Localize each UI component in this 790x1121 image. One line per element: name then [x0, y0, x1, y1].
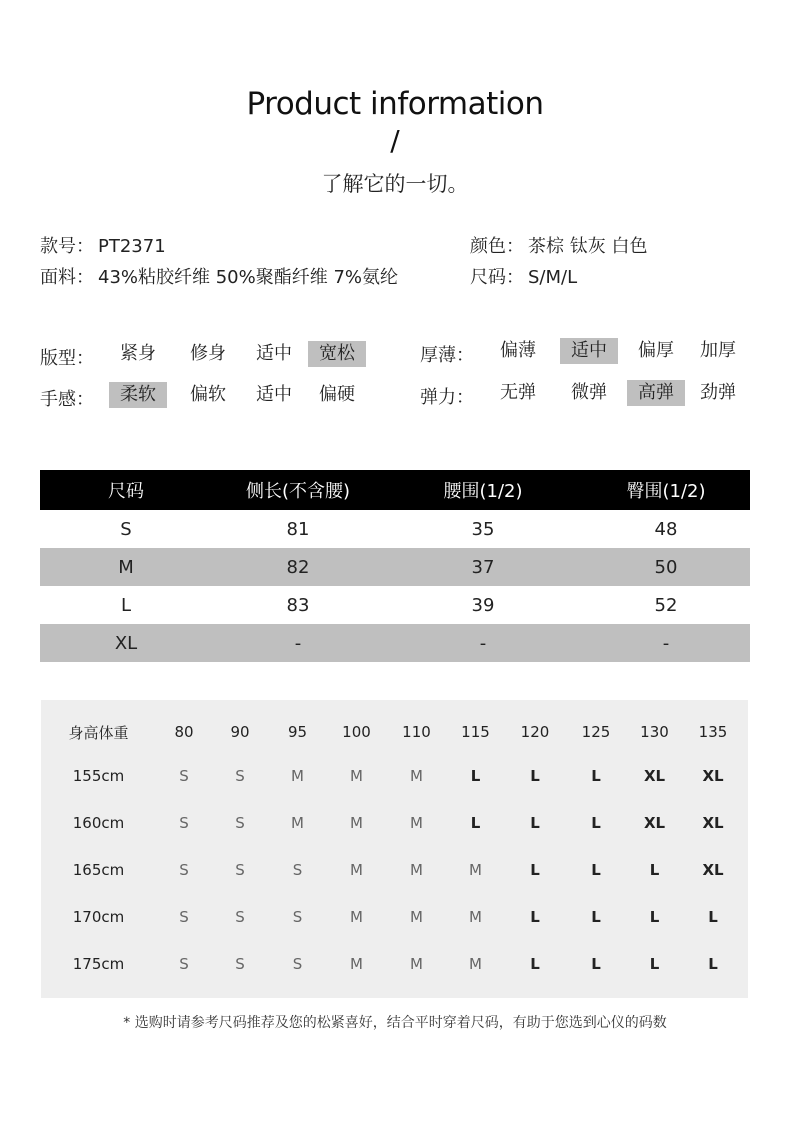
recommended-size-cell: S [292, 860, 303, 879]
column-header: 腰围(1/2) [384, 470, 582, 510]
weight-header: 100 [342, 723, 371, 741]
fit-label: 版型： [40, 348, 94, 369]
recommended-size-cell: L [530, 907, 540, 926]
table-row [41, 940, 743, 987]
height-label: 165cm [72, 860, 125, 879]
weight-header-row [41, 712, 743, 752]
elasticity-option: 高弹 [627, 380, 685, 406]
size-range [470, 263, 577, 289]
style-number [40, 232, 166, 258]
height-label: 155cm [72, 766, 125, 785]
recommended-size-cell: M [410, 766, 423, 785]
thickness-option: 适中 [560, 338, 618, 364]
recommended-size-cell: L [530, 954, 540, 973]
recommended-size-cell: S [179, 766, 189, 785]
weight-header: 90 [230, 723, 250, 741]
recommended-size-cell: S [235, 813, 245, 832]
table-cell: - [582, 624, 750, 662]
table-cell: M [40, 548, 212, 586]
recommended-size-cell: S [235, 766, 245, 785]
recommended-size-cell: L [591, 813, 601, 832]
recommended-size-cell: M [291, 813, 304, 832]
thickness-option: 加厚 [700, 340, 736, 361]
table-cell: 48 [654, 518, 678, 540]
recommended-size-cell: S [235, 860, 245, 879]
table-row [41, 752, 743, 799]
recommended-size-cell: L [649, 907, 660, 926]
weight-header: 135 [698, 723, 728, 741]
weight-header: 95 [287, 723, 308, 741]
table-cell: 83 [286, 594, 310, 616]
recommended-size-cell: L [649, 860, 660, 879]
recommended-size-cell: M [350, 813, 363, 832]
color [470, 232, 647, 258]
recommended-size-cell: L [470, 766, 481, 785]
height-label: 170cm [72, 907, 125, 926]
size-range-label: 尺码： [470, 267, 524, 288]
recommended-size-cell: L [591, 954, 601, 973]
table-cell: 35 [471, 518, 495, 540]
weight-header: 80 [174, 723, 194, 741]
recommended-size-cell: S [179, 907, 189, 926]
recommended-size-cell: L [591, 766, 601, 785]
elasticity-label: 弹力： [420, 387, 474, 408]
recommended-size-cell: M [350, 954, 363, 973]
table-row [40, 510, 750, 548]
color-label: 颜色： [470, 236, 524, 257]
fabric-label: 面料： [40, 267, 94, 288]
recommended-size-cell: XL [643, 766, 666, 785]
feel-option: 柔软 [109, 382, 167, 408]
recommended-size-cell: M [469, 860, 482, 879]
recommended-size-cell: L [530, 860, 540, 879]
table-row [40, 586, 750, 624]
recommended-size-cell: L [708, 907, 718, 926]
table-cell: - [384, 624, 582, 662]
table-cell: 52 [654, 594, 678, 616]
height-label: 160cm [72, 813, 125, 832]
elasticity-option: 微弹 [571, 382, 607, 403]
recommended-size-cell: S [179, 954, 189, 973]
table-cell: XL [40, 624, 212, 662]
fabric [40, 263, 398, 289]
recommended-size-cell: M [469, 907, 482, 926]
style-number-value: PT2371 [98, 236, 166, 257]
fabric-value: 43%粘胶纤维 50%聚酯纤维 7%氨纶 [98, 267, 399, 288]
weight-header: 125 [581, 723, 611, 741]
recommended-size-cell: L [530, 766, 540, 785]
fit-option: 紧身 [120, 343, 156, 364]
thickness-option: 偏薄 [500, 340, 536, 361]
feel-label: 手感： [40, 389, 94, 410]
weight-header: 110 [402, 723, 431, 741]
weight-header: 130 [640, 723, 669, 741]
feel-option: 适中 [256, 384, 292, 405]
recommended-size-cell: XL [702, 860, 724, 879]
fit-option: 宽松 [308, 341, 366, 367]
size-recommendation-table [41, 712, 743, 987]
size-range-value: S/M/L [528, 267, 578, 288]
recommended-size-cell: S [235, 907, 245, 926]
color-value: 茶棕 钛灰 白色 [528, 236, 648, 257]
size-advice-note: * 选购时请参考尺码推荐及您的松紧喜好，结合平时穿着尺码，有助于您选到心仪的码数 [123, 1015, 667, 1031]
recommended-size-cell: M [350, 766, 363, 785]
table-cell: 37 [384, 548, 582, 586]
recommended-size-cell: L [470, 813, 481, 832]
recommended-size-cell: M [350, 907, 363, 926]
page-title: Product information [246, 86, 544, 122]
column-header: 侧长(不含腰) [212, 470, 384, 510]
recommended-size-cell: S [179, 860, 189, 879]
height-label: 175cm [72, 954, 125, 973]
recommended-size-cell: XL [702, 813, 724, 832]
height-weight-corner-label: 身高体重 [68, 723, 129, 742]
recommended-size-cell: L [591, 860, 601, 879]
table-row [41, 799, 743, 846]
recommended-size-cell: L [649, 954, 660, 973]
feel-option: 偏软 [190, 384, 226, 405]
table-cell: 82 [212, 548, 384, 586]
weight-header: 115 [461, 723, 490, 741]
fit-option: 适中 [256, 343, 292, 364]
recommended-size-cell: S [292, 954, 303, 973]
recommended-size-cell: S [179, 813, 189, 832]
column-header: 臀围(1/2) [582, 470, 750, 510]
recommended-size-cell: L [530, 813, 540, 832]
table-header-row [40, 470, 750, 510]
fit-option: 修身 [190, 343, 226, 364]
table-row [40, 624, 750, 662]
recommended-size-cell: S [235, 954, 245, 973]
column-header: 尺码 [40, 470, 212, 510]
table-cell: 81 [286, 518, 310, 540]
table-cell: L [120, 594, 132, 616]
size-chart-table [40, 470, 750, 662]
recommended-size-cell: S [292, 907, 303, 926]
weight-header: 120 [520, 723, 550, 741]
elasticity-option: 无弹 [500, 382, 536, 403]
thickness-label: 厚薄： [420, 345, 474, 366]
recommended-size-cell: M [410, 860, 423, 879]
style-number-label: 款号： [40, 236, 94, 257]
recommended-size-cell: M [410, 813, 423, 832]
table-cell: 50 [582, 548, 750, 586]
feel-option: 偏硬 [319, 384, 355, 405]
recommended-size-cell: M [350, 860, 363, 879]
table-row [41, 846, 743, 893]
size-recommendation-panel [41, 700, 748, 998]
recommended-size-cell: XL [702, 766, 724, 785]
table-row [40, 548, 750, 586]
thickness-option: 偏厚 [638, 340, 674, 361]
table-cell: 39 [471, 594, 495, 616]
recommended-size-cell: L [591, 907, 601, 926]
page-subtitle: 了解它的一切。 [321, 172, 469, 196]
title-divider: / [390, 124, 400, 157]
table-row [41, 893, 743, 940]
recommended-size-cell: M [410, 907, 423, 926]
recommended-size-cell: XL [643, 813, 666, 832]
recommended-size-cell: M [410, 954, 423, 973]
recommended-size-cell: M [469, 954, 482, 973]
table-cell: - [212, 624, 384, 662]
elasticity-option: 劲弹 [700, 382, 736, 403]
table-cell: S [120, 518, 132, 540]
recommended-size-cell: M [291, 766, 304, 785]
recommended-size-cell: L [708, 954, 718, 973]
